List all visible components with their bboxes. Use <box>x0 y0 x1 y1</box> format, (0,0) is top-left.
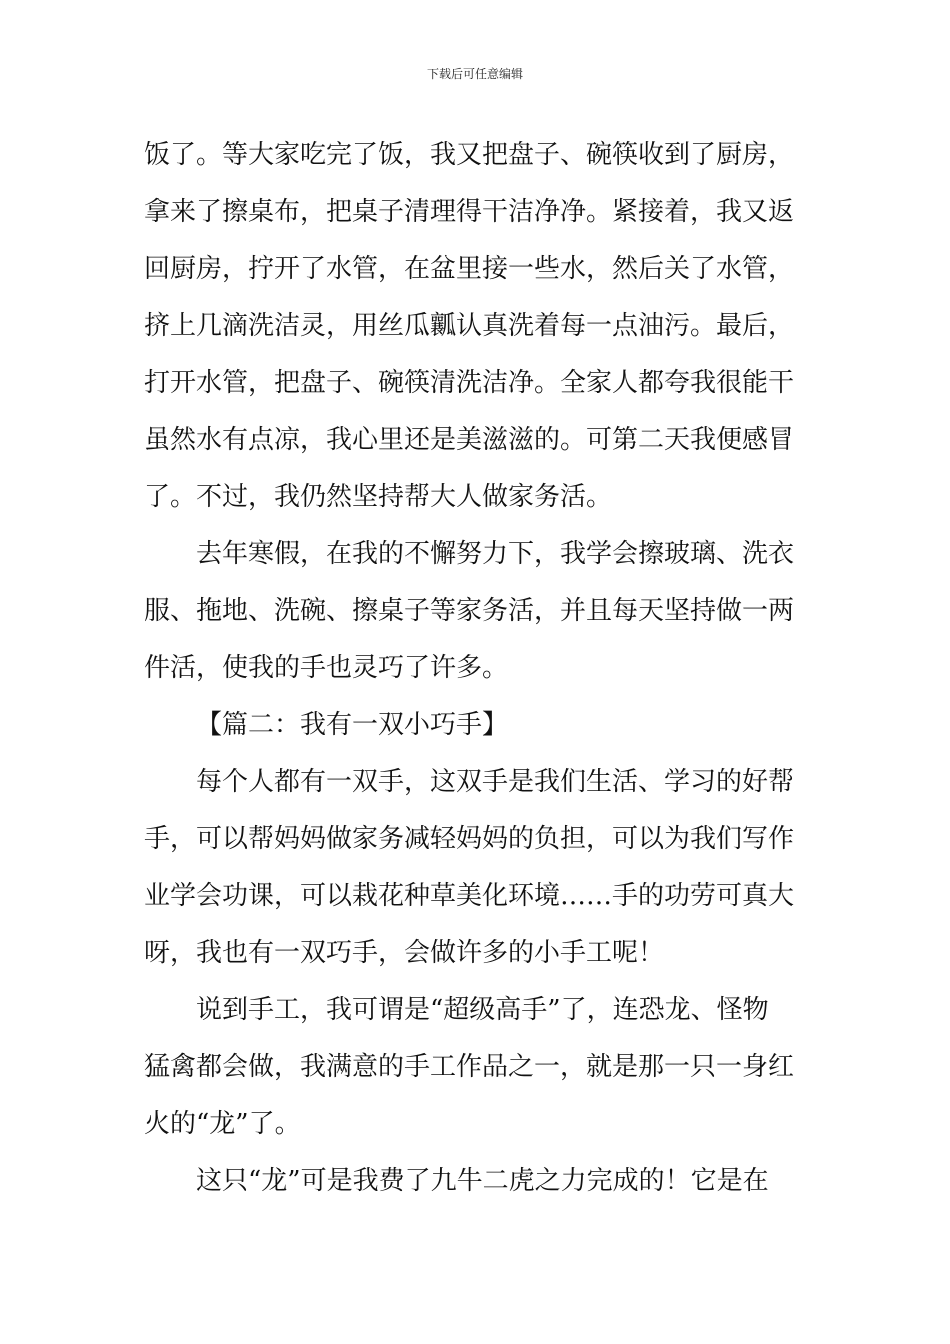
paragraph-first-line: 去年寒假，在我的不懈努力下，我学会擦玻璃、洗衣 <box>196 539 795 569</box>
text-line: 火的“龙”了。 <box>144 1109 301 1139</box>
text-line: 服、拖地、洗碗、擦桌子等家务活，并且每天坚持做一两 <box>144 596 795 626</box>
paragraph-first-line: 每个人都有一双手，这双手是我们生活、学习的好帮 <box>196 767 795 797</box>
text-line: 打开水管，把盘子、碗筷清洗洁净。全家人都夸我很能干 <box>144 368 795 398</box>
body-text <box>144 132 808 1215</box>
text-line: 手，可以帮妈妈做家务减轻妈妈的负担，可以为我们写作 <box>144 824 795 854</box>
text-line: 呀，我也有一双巧手，会做许多的小手工呢！ <box>144 938 665 968</box>
text-line: 业学会功课，可以栽花种草美化环境……手的功劳可真大 <box>144 881 795 911</box>
section-heading: 【篇二：我有一双小巧手】 <box>196 710 509 740</box>
text-line: 件活，使我的手也灵巧了许多。 <box>144 653 509 683</box>
paragraph-first-line: 说到手工，我可谓是“超级高手”了，连恐龙、怪物 <box>196 995 769 1025</box>
text-line: 猛禽都会做，我满意的手工作品之一，就是那一只一身红 <box>144 1052 795 1082</box>
text-line: 虽然水有点凉，我心里还是美滋滋的。可第二天我便感冒 <box>144 425 795 455</box>
text-line: 回厨房，拧开了水管，在盆里接一些水，然后关了水管， <box>144 254 795 284</box>
paragraph-first-line: 这只“龙”可是我费了九牛二虎之力完成的！它是在 <box>196 1166 769 1196</box>
text-line: 了。不过，我仍然坚持帮大人做家务活。 <box>144 482 613 512</box>
text-line: 挤上几滴洗洁灵，用丝瓜瓤认真洗着每一点油污。最后， <box>144 311 795 341</box>
text-line: 拿来了擦桌布，把桌子清理得干洁净净。紧接着，我又返 <box>144 197 795 227</box>
page-header: 下载后可任意编辑 <box>426 67 523 81</box>
text-line: 饭了。等大家吃完了饭，我又把盘子、碗筷收到了厨房， <box>144 140 795 170</box>
